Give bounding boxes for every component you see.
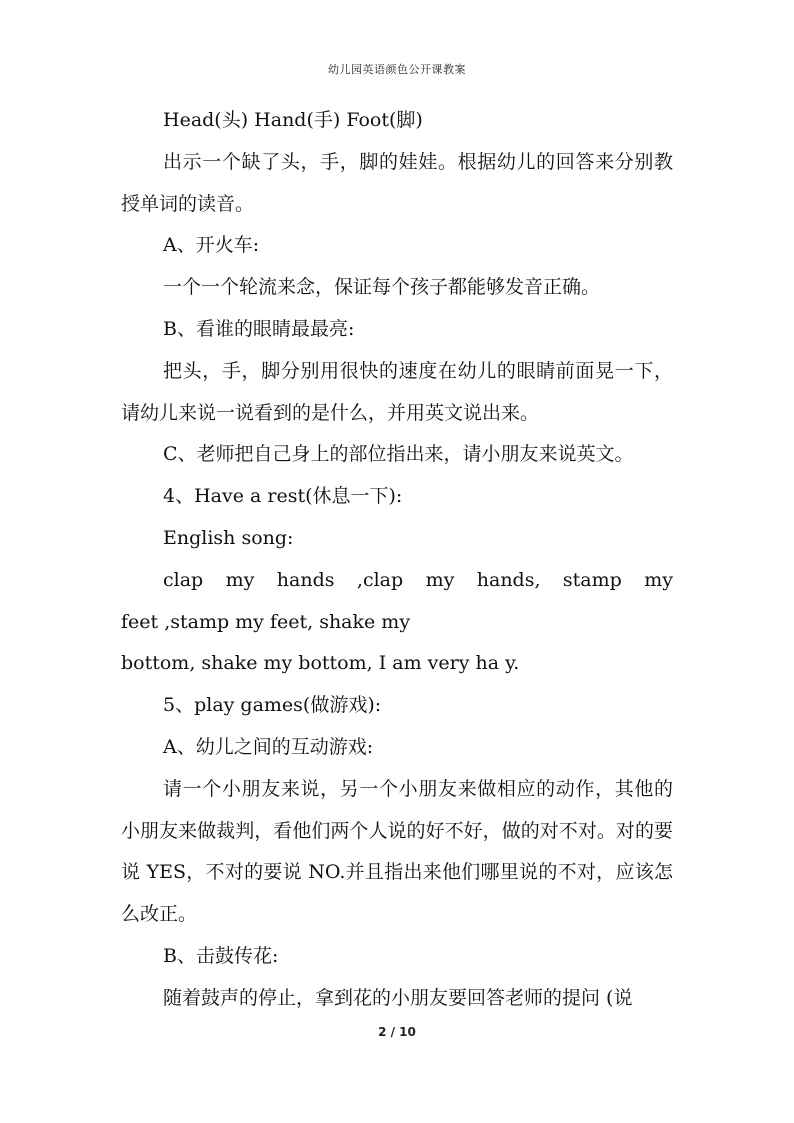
paragraph-section-5-title: 5、play games(做游戏): xyxy=(163,694,382,717)
paragraph-activity-a-title: A、开火车: xyxy=(163,234,260,257)
paragraph-section-4-title: 4、Have a rest(休息一下): xyxy=(163,485,403,508)
paragraph-activity-a-desc: 一个一个轮流来念，保证每个孩子都能够发音正确。 xyxy=(163,276,601,299)
paragraph-game-b-title: B、击鼓传花: xyxy=(163,944,279,967)
paragraph-activity-b-desc: 把头，手，脚分别用很快的速度在幼儿的眼睛前面晃一下，请幼儿来说一说看到的是什么，并用英文说出来。 xyxy=(121,359,673,424)
paragraph-vocab-list: Head(头) Hand(手) Foot(脚) xyxy=(163,109,423,131)
paragraph-activity-b-title: B、看谁的眼睛最最亮: xyxy=(163,317,355,340)
paragraph-song-line-2: feet ,stamp my feet, shake my xyxy=(121,610,411,633)
page-header: 幼儿园英语颜色公开课教案 xyxy=(328,63,466,76)
paragraph-game-b-desc: 随着鼓声的停止，拿到花的小朋友要回答老师的提问 (说 xyxy=(163,986,633,1009)
paragraph-song-line-3: bottom, shake my bottom, I am very ha y. xyxy=(121,652,520,675)
page-number: 2 / 10 xyxy=(378,1025,416,1039)
paragraph-doll-intro: 出示一个缺了头，手，脚的娃娃。根据幼儿的回答来分别教授单词的读音。 xyxy=(121,150,673,215)
document-body xyxy=(121,100,673,1020)
paragraph-song-line-1: clap my hands ,clap my hands, stamp my xyxy=(163,568,673,591)
paragraph-game-a-title: A、幼儿之间的互动游戏: xyxy=(163,735,374,758)
paragraph-song-label: English song: xyxy=(163,526,294,549)
paragraph-activity-c: C、老师把自己身上的部位指出来，请小朋友来说英文。 xyxy=(163,443,634,466)
paragraph-game-a-desc: 请一个小朋友来说，另一个小朋友来做相应的动作，其他的小朋友来做裁判，看他们两个人说的好不好，做的对不对。对的要说 YES，不对的要说 NO.并且指出来他们哪里说的不对，应该怎么改正。 xyxy=(121,777,673,926)
